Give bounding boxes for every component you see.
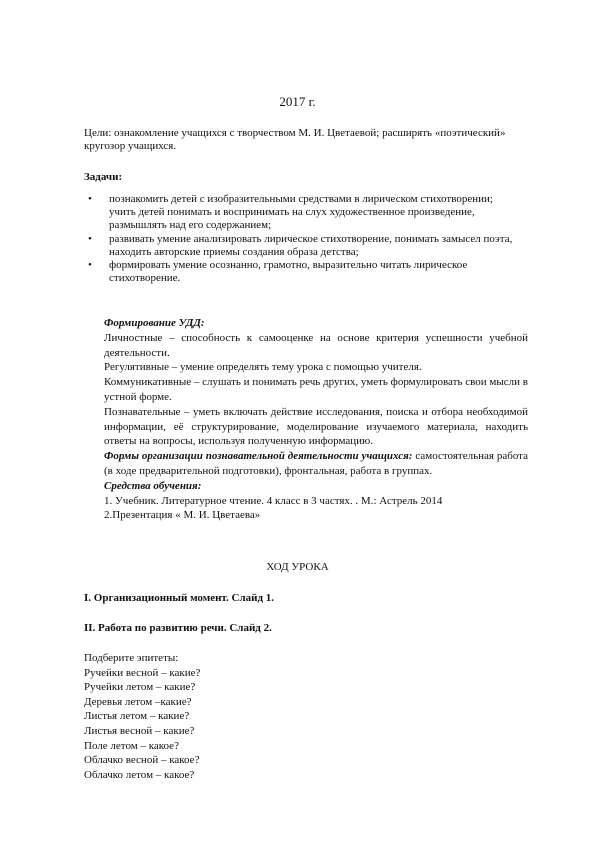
list-item: Ручейки летом – какие?: [84, 681, 196, 694]
year-heading: 2017 г.: [279, 94, 316, 109]
means-heading: Средства обучения:: [104, 479, 202, 492]
epithets-intro: Подберите эпитеты:: [84, 652, 179, 664]
task-item: • формировать умение осознанно, грамотно, выразительно читать лирическое стихотворение.: [88, 259, 468, 285]
uud-regulative: Регулятивные – умение определять тему урока с помощью учителя.: [104, 361, 422, 374]
lesson-goals: Цели: ознакомление учащихся с творчеством М. И. Цветаевой; расширять «поэтический» кругозор учащихся.: [84, 127, 506, 152]
bullet-icon: •: [88, 232, 92, 245]
tasks-list: [84, 193, 514, 285]
list-item: Облачко летом – какое?: [84, 768, 195, 781]
tasks-heading: Задачи:: [84, 171, 123, 183]
list-item: Листья весной – какие?: [84, 724, 195, 737]
section-heading: II. Работа по развитию речи. Слайд 2.: [84, 622, 272, 634]
epithets-list: [84, 651, 200, 782]
list-item: Деревья летом –какие?: [84, 695, 192, 708]
lesson-plan-title: ХОД УРОКА: [266, 561, 329, 573]
uud-forms: [104, 449, 528, 479]
list-item: Ручейки весной – какие?: [84, 666, 201, 679]
means-item: 1. Учебник. Литературное чтение. 4 класс в 3 частях. . М.: Астрель 2014: [104, 494, 443, 507]
section-heading: I. Организационный момент. Слайд 1.: [84, 592, 275, 604]
list-item: Листья летом – какие?: [84, 710, 190, 723]
task-item: • развивать умение анализировать лирическое стихотворение, понимать замысел поэта, находить авторские приемы создания образа детства;: [88, 232, 513, 258]
forms-text: самостоятельная работа (в ходе предварительной подготовки), фронтальная, работа в группах.: [104, 450, 529, 477]
bullet-icon: •: [88, 259, 92, 272]
uud-personal: Личностные – способность к самооценке на основе критерия успешности учебной деятельности.: [104, 331, 528, 359]
list-item: Облачко весной – какое?: [84, 754, 200, 767]
uud-block: [104, 316, 528, 523]
uud-cognitive: Познавательные – уметь включать действие исследования, поиска и отбора необходимой информации, её структурирование, моделирование изучаемого материала, находить ответы на вопросы, используя полученную информацию.: [104, 405, 528, 448]
uud-communicative: Коммуникативные – слушать и понимать речь других, уметь формулировать свои мысли в устной форме.: [104, 376, 528, 403]
means-item: 2.Презентация « М. И. Цветаева»: [104, 509, 261, 522]
task-item: • познакомить детей с изобразительными средствами в лирическом стихотворении; учить детей понимать и воспринимать на слух художественное произведение, размышлять над его содержанием;: [88, 193, 493, 232]
list-item: Поле летом – какое?: [84, 739, 179, 752]
bullet-icon: •: [88, 193, 92, 205]
forms-label: Формы организации познавательной деятельности учащихся:: [104, 450, 413, 463]
uud-heading: Формирование УДД:: [104, 317, 205, 329]
